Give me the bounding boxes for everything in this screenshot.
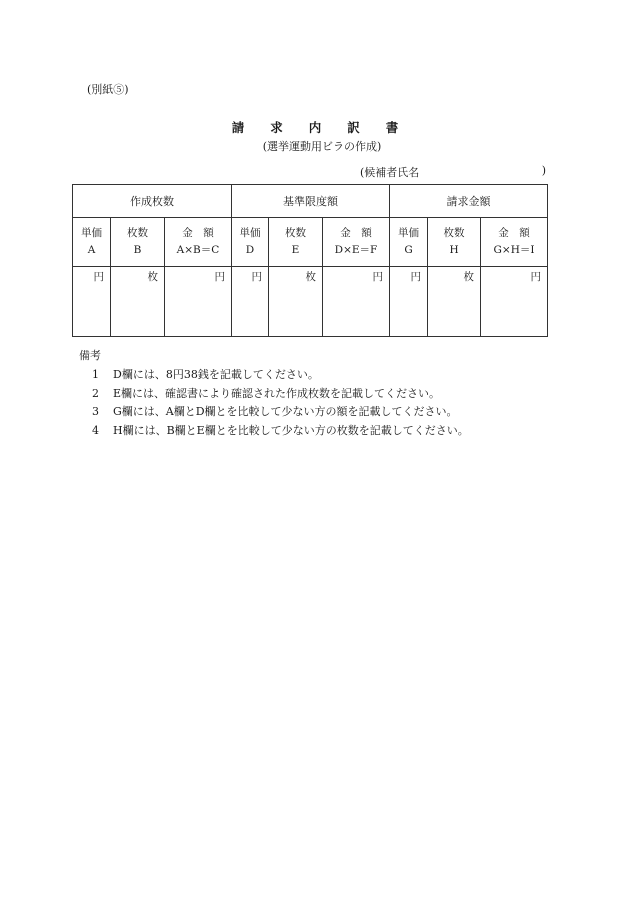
input-cell-amount-c[interactable]: 円 [165, 267, 232, 337]
input-cell-unit-price-a[interactable]: 円 [73, 267, 111, 337]
notes-section [79, 347, 469, 440]
note-item [79, 403, 469, 422]
document-subtitle: (選挙運動用ビラの作成) [262, 140, 382, 153]
title-char: 訳 [347, 120, 360, 135]
note-text: E欄には、確認書により確認された作成枚数を記載してください。 [113, 386, 441, 400]
column-sub: E [291, 244, 300, 256]
column-header-row [73, 218, 548, 267]
notes-heading: 備考 [79, 349, 101, 362]
column-header-count-b [111, 218, 165, 267]
note-number: 2 [92, 386, 99, 400]
input-cell-count-e[interactable]: 枚 [269, 267, 323, 337]
group-header-claim-amount: 請求金額 [390, 185, 548, 218]
column-header-unit-price-g [390, 218, 428, 267]
input-cell-count-h[interactable]: 枚 [428, 267, 481, 337]
note-item [79, 366, 469, 385]
column-name: 枚数 [443, 227, 465, 239]
candidate-name-label: (候補者氏名 [360, 166, 420, 179]
column-name: 単価 [398, 227, 420, 239]
column-header-unit-price-d [232, 218, 269, 267]
input-cell-amount-f[interactable]: 円 [323, 267, 390, 337]
input-cell-unit-price-g[interactable]: 円 [390, 267, 428, 337]
column-header-count-e [269, 218, 323, 267]
input-cell-count-b[interactable]: 枚 [111, 267, 165, 337]
column-header-amount-f [323, 218, 390, 267]
group-header-production-count: 作成枚数 [73, 185, 232, 218]
value-row [73, 267, 548, 337]
note-text: H欄には、B欄とE欄とを比較して少ない方の枚数を記載してください。 [113, 423, 469, 437]
candidate-name-close: ) [541, 164, 546, 177]
column-sub: B [133, 244, 142, 256]
note-number: 4 [92, 423, 99, 437]
column-header-count-h [428, 218, 481, 267]
title-char: 求 [270, 120, 283, 135]
group-header-standard-limit: 基準限度額 [232, 185, 390, 218]
note-item [79, 422, 469, 441]
column-name: 金 額 [182, 227, 214, 239]
column-name: 金 額 [498, 227, 530, 239]
column-sub: D [245, 244, 255, 256]
input-cell-unit-price-d[interactable]: 円 [232, 267, 269, 337]
column-name: 金 額 [340, 227, 372, 239]
column-sub: D×E＝F [334, 244, 378, 256]
column-sub: A [87, 244, 96, 256]
title-char: 請 [231, 120, 245, 135]
input-cell-amount-i[interactable]: 円 [481, 267, 548, 337]
column-header-unit-price-a [73, 218, 111, 267]
title-char: 内 [308, 120, 322, 135]
column-sub: G [404, 244, 413, 256]
column-sub: A×B＝C [176, 244, 220, 256]
document-title [0, 118, 630, 136]
title-char: 書 [385, 120, 399, 135]
column-name: 枚数 [285, 227, 306, 239]
note-text: G欄には、A欄とD欄とを比較して少ない方の額を記載してください。 [113, 405, 458, 418]
annex-label: (別紙⑤) [87, 83, 129, 96]
column-name: 単価 [239, 227, 261, 239]
column-header-amount-i [481, 218, 548, 267]
column-name: 枚数 [127, 227, 148, 239]
column-sub: H [449, 244, 459, 256]
column-header-amount-c [165, 218, 232, 267]
note-text: D欄には、8円38銭を記載してください。 [113, 368, 319, 381]
breakdown-table [72, 184, 548, 337]
note-number: 3 [92, 405, 99, 418]
column-name: 単価 [81, 227, 102, 239]
note-item [79, 385, 469, 404]
note-number: 1 [92, 368, 99, 381]
group-header-row [73, 185, 548, 218]
column-sub: G×H＝I [493, 244, 535, 256]
